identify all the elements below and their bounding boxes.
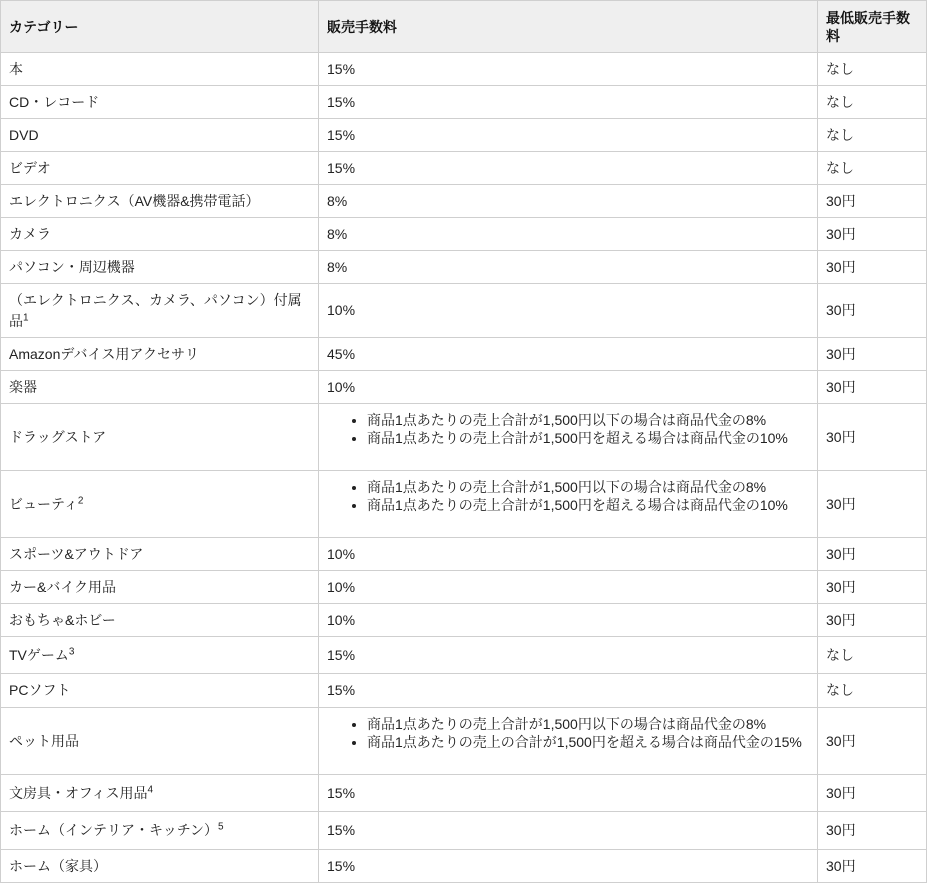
fee-cell: 15% (319, 775, 818, 812)
table-row (1, 571, 927, 604)
fee-cell: 45% (319, 338, 818, 371)
table-row (1, 637, 927, 674)
category-label: おもちゃ&ホビー (9, 611, 116, 628)
category-cell (1, 538, 319, 571)
footnote-marker: 1 (23, 311, 29, 323)
min-fee-cell: なし (818, 674, 927, 708)
category-cell (1, 284, 319, 338)
fee-cell (319, 404, 818, 471)
category-label: （エレクトロニクス、カメラ、パソコン）付属品 (9, 291, 302, 329)
min-fee-cell: 30円 (818, 404, 927, 471)
min-fee-cell: 30円 (818, 812, 927, 850)
category-cell (1, 185, 319, 218)
footnote-marker: 5 (218, 821, 224, 833)
category-label: 本 (9, 60, 23, 77)
min-fee-cell: 30円 (818, 604, 927, 637)
table-row (1, 471, 927, 538)
category-cell (1, 251, 319, 284)
fee-cell: 10% (319, 371, 818, 404)
category-cell (1, 850, 319, 883)
table-row (1, 251, 927, 284)
fee-cell: 10% (319, 571, 818, 604)
min-fee-cell: なし (818, 152, 927, 185)
category-cell (1, 152, 319, 185)
table-row (1, 708, 927, 775)
fee-condition-item: • 商品1点あたりの売上合計が1,500円以下の場合は商品代金の8% (367, 478, 809, 496)
category-label: ホーム（インテリア・キッチン） (9, 822, 219, 838)
table-row (1, 53, 927, 86)
min-fee-cell: なし (818, 53, 927, 86)
category-label: パソコン・周辺機器 (9, 258, 135, 275)
header-category: カテゴリー (1, 1, 319, 53)
category-label: CD・レコード (9, 93, 100, 110)
table-row (1, 850, 927, 883)
min-fee-cell: 30円 (818, 471, 927, 538)
fee-cell: 15% (319, 53, 818, 86)
category-label: PCソフト (9, 682, 71, 698)
category-label: DVD (9, 126, 39, 143)
fee-cell (319, 471, 818, 538)
fee-cell: 8% (319, 218, 818, 251)
table-row (1, 604, 927, 637)
fee-cell: 15% (319, 119, 818, 152)
min-fee-cell: 30円 (818, 571, 927, 604)
category-cell (1, 571, 319, 604)
fee-cell: 15% (319, 674, 818, 708)
category-cell (1, 674, 319, 708)
fee-cell: 10% (319, 604, 818, 637)
fee-condition-list (327, 411, 809, 447)
table-row (1, 538, 927, 571)
category-cell (1, 471, 319, 538)
min-fee-cell: 30円 (818, 538, 927, 571)
fee-condition-item: • 商品1点あたりの売上合計が1,500円を超える場合は商品代金の10% (367, 429, 809, 447)
table-row (1, 119, 927, 152)
fee-condition-list (327, 715, 809, 751)
category-cell (1, 119, 319, 152)
min-fee-cell: 30円 (818, 371, 927, 404)
category-label: カメラ (9, 225, 51, 242)
min-fee-cell: 30円 (818, 708, 927, 775)
table-row (1, 218, 927, 251)
fee-cell: 10% (319, 284, 818, 338)
fee-condition-item: • 商品1点あたりの売上の合計が1,500円を超える場合は商品代金の15% (367, 733, 809, 751)
fee-condition-item: • 商品1点あたりの売上合計が1,500円を超える場合は商品代金の10% (367, 496, 809, 514)
min-fee-cell: 30円 (818, 218, 927, 251)
fee-cell: 15% (319, 850, 818, 883)
min-fee-cell: 30円 (818, 338, 927, 371)
fee-cell: 15% (319, 637, 818, 674)
category-label: ビデオ (9, 159, 51, 176)
min-fee-cell: なし (818, 637, 927, 674)
category-cell (1, 708, 319, 775)
category-label: スポーツ&アウトドア (9, 545, 144, 562)
table-row (1, 185, 927, 218)
min-fee-cell: 30円 (818, 850, 927, 883)
fee-cell: 8% (319, 185, 818, 218)
fee-cell (319, 708, 818, 775)
min-fee-cell: 30円 (818, 185, 927, 218)
fee-cell: 15% (319, 86, 818, 119)
category-cell (1, 371, 319, 404)
min-fee-cell: なし (818, 86, 927, 119)
category-cell (1, 86, 319, 119)
table-row (1, 775, 927, 812)
category-label: ドラッグストア (9, 428, 107, 445)
category-label: カー&バイク用品 (9, 578, 117, 595)
fee-condition-item: • 商品1点あたりの売上合計が1,500円以下の場合は商品代金の8% (367, 411, 809, 429)
category-label: エレクトロニクス（AV機器&携帯電話） (9, 192, 260, 209)
category-cell (1, 218, 319, 251)
min-fee-cell: なし (818, 119, 927, 152)
table-row (1, 284, 927, 338)
footnote-marker: 4 (147, 783, 154, 795)
header-min-fee: 最低販売手数料 (818, 1, 927, 53)
category-cell (1, 338, 319, 371)
table-row (1, 152, 927, 185)
category-label: TVゲーム (9, 646, 69, 663)
footnote-marker: 2 (77, 494, 84, 506)
table-row (1, 812, 927, 850)
table-row (1, 338, 927, 371)
fee-cell: 15% (319, 812, 818, 850)
fee-cell: 8% (319, 251, 818, 284)
min-fee-cell: 30円 (818, 251, 927, 284)
header-fee: 販売手数料 (319, 1, 818, 53)
min-fee-cell: 30円 (818, 284, 927, 338)
category-label: Amazonデバイス用アクセサリ (9, 345, 199, 362)
category-cell (1, 637, 319, 674)
fee-cell: 15% (319, 152, 818, 185)
category-cell (1, 53, 319, 86)
table-row (1, 674, 927, 708)
footnote-marker: 3 (68, 645, 75, 657)
category-label: 文房具・オフィス用品 (9, 784, 148, 801)
category-cell (1, 812, 319, 850)
min-fee-cell: 30円 (818, 775, 927, 812)
table-header-row (1, 1, 927, 53)
category-label: ビューティ (9, 495, 78, 512)
fee-condition-list (327, 478, 809, 514)
fee-condition-item: • 商品1点あたりの売上合計が1,500円以下の場合は商品代金の8% (367, 715, 809, 733)
table-row (1, 86, 927, 119)
category-cell (1, 775, 319, 812)
category-label: 楽器 (9, 378, 37, 395)
table-row (1, 371, 927, 404)
fee-cell: 10% (319, 538, 818, 571)
category-label: ホーム（家具） (9, 857, 107, 874)
category-label: ペット用品 (9, 732, 79, 749)
table-row (1, 404, 927, 471)
category-cell (1, 604, 319, 637)
category-cell (1, 404, 319, 471)
